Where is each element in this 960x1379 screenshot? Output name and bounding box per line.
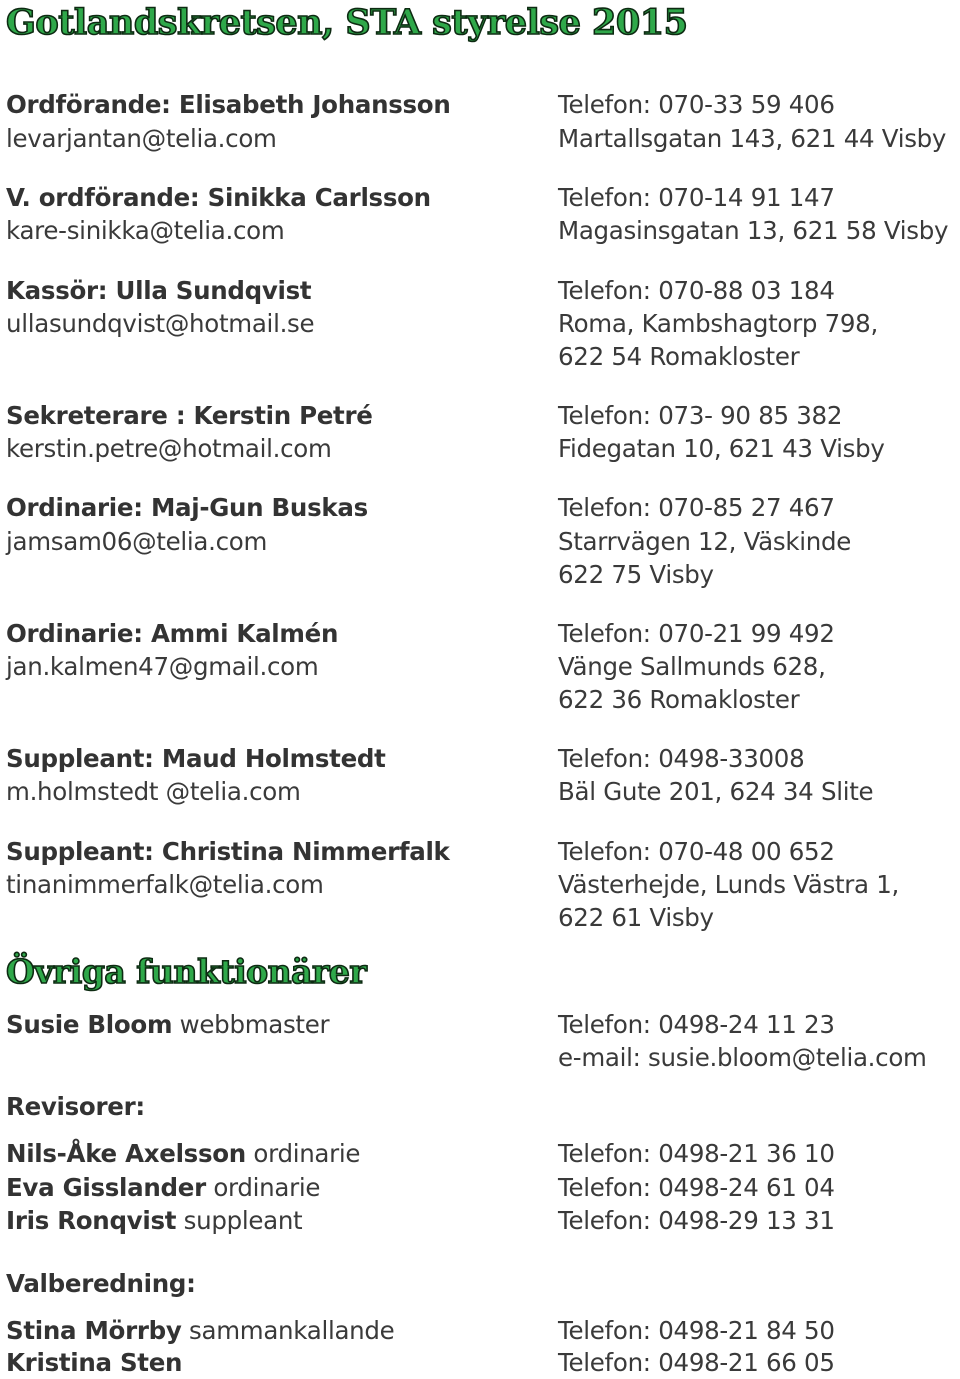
- member-role-name: Sekreterare : Kerstin Petré: [6, 401, 373, 430]
- member-phone: Telefon: 070-48 00 652: [558, 837, 835, 866]
- webmaster-name: Susie Bloom: [6, 1010, 173, 1039]
- member-address-line: 622 54 Romakloster: [558, 342, 800, 371]
- webmaster-email: e-mail: susie.bloom@telia.com: [558, 1043, 927, 1072]
- person-name: Kristina Sten: [6, 1348, 183, 1377]
- member-address-line: 622 61 Visby: [558, 903, 714, 932]
- person-phone: Telefon: 0498-21 36 10: [558, 1139, 835, 1168]
- member-email: ullasundqvist@hotmail.se: [6, 309, 315, 338]
- valberedning-entry: [6, 1348, 182, 1378]
- member-address-line: Västerhejde, Lunds Västra 1,: [558, 870, 900, 899]
- section-title-other: Övriga funktionärer: [6, 952, 367, 991]
- member-role-name: Suppleant: Maud Holmstedt: [6, 744, 386, 773]
- person-role: ordinarie: [205, 1173, 321, 1202]
- page-title: Gotlandskretsen, STA styrelse 2015: [6, 2, 688, 43]
- member-email: kare-sinikka@telia.com: [6, 216, 285, 245]
- member-email: levarjantan@telia.com: [6, 124, 277, 153]
- member-email: kerstin.petre@hotmail.com: [6, 434, 332, 463]
- person-phone: Telefon: 0498-29 13 31: [558, 1206, 835, 1235]
- revisorer-label: Revisorer:: [6, 1092, 145, 1121]
- member-email: tinanimmerfalk@telia.com: [6, 870, 324, 899]
- person-name: Iris Ronqvist: [6, 1206, 177, 1235]
- member-address-line: Bäl Gute 201, 624 34 Slite: [558, 777, 874, 806]
- webmaster-phone: Telefon: 0498-24 11 23: [558, 1010, 835, 1039]
- person-phone: Telefon: 0498-24 61 04: [558, 1173, 835, 1202]
- member-phone: Telefon: 070-21 99 492: [558, 619, 835, 648]
- member-address-line: Magasinsgatan 13, 621 58 Visby: [558, 216, 949, 245]
- member-address-line: Starrvägen 12, Väskinde: [558, 527, 851, 556]
- member-email: jamsam06@telia.com: [6, 527, 268, 556]
- person-name: Eva Gisslander: [6, 1173, 206, 1202]
- valberedning-entry: [6, 1316, 394, 1346]
- member-address-line: Fidegatan 10, 621 43 Visby: [558, 434, 885, 463]
- member-role-name: Ordförande: Elisabeth Johansson: [6, 90, 451, 119]
- member-phone: Telefon: 070-14 91 147: [558, 183, 835, 212]
- member-phone: Telefon: 0498-33008: [558, 744, 805, 773]
- person-role: sammankallande: [181, 1316, 395, 1345]
- member-address-line: Martallsgatan 143, 621 44 Visby: [558, 124, 947, 153]
- webmaster-role: webbmaster: [172, 1010, 330, 1039]
- member-address-line: Roma, Kambshagtorp 798,: [558, 309, 878, 338]
- member-address-line: 622 36 Romakloster: [558, 685, 800, 714]
- member-phone: Telefon: 070-33 59 406: [558, 90, 835, 119]
- member-phone: Telefon: 070-85 27 467: [558, 493, 835, 522]
- member-role-name: Ordinarie: Ammi Kalmén: [6, 619, 339, 648]
- person-name: Nils-Åke Axelsson: [6, 1139, 246, 1168]
- revisor-entry: [6, 1206, 302, 1236]
- revisor-entry: [6, 1173, 320, 1203]
- webmaster-entry: [6, 1010, 329, 1040]
- person-phone: Telefon: 0498-21 84 50: [558, 1316, 835, 1345]
- member-address-line: 622 75 Visby: [558, 560, 714, 589]
- member-email: jan.kalmen47@gmail.com: [6, 652, 319, 681]
- member-phone: Telefon: 073- 90 85 382: [558, 401, 843, 430]
- member-phone: Telefon: 070-88 03 184: [558, 276, 835, 305]
- member-role-name: Suppleant: Christina Nimmerfalk: [6, 837, 450, 866]
- person-phone: Telefon: 0498-21 66 05: [558, 1348, 835, 1377]
- member-role-name: Kassör: Ulla Sundqvist: [6, 276, 312, 305]
- valberedning-label: Valberedning:: [6, 1269, 196, 1298]
- member-email: m.holmstedt @telia.com: [6, 777, 301, 806]
- member-role-name: Ordinarie: Maj-Gun Buskas: [6, 493, 368, 522]
- revisor-entry: [6, 1139, 360, 1169]
- member-role-name: V. ordförande: Sinikka Carlsson: [6, 183, 431, 212]
- member-address-line: Vänge Sallmunds 628,: [558, 652, 826, 681]
- person-role: ordinarie: [245, 1139, 361, 1168]
- person-name: Stina Mörrby: [6, 1316, 182, 1345]
- person-role: suppleant: [176, 1206, 303, 1235]
